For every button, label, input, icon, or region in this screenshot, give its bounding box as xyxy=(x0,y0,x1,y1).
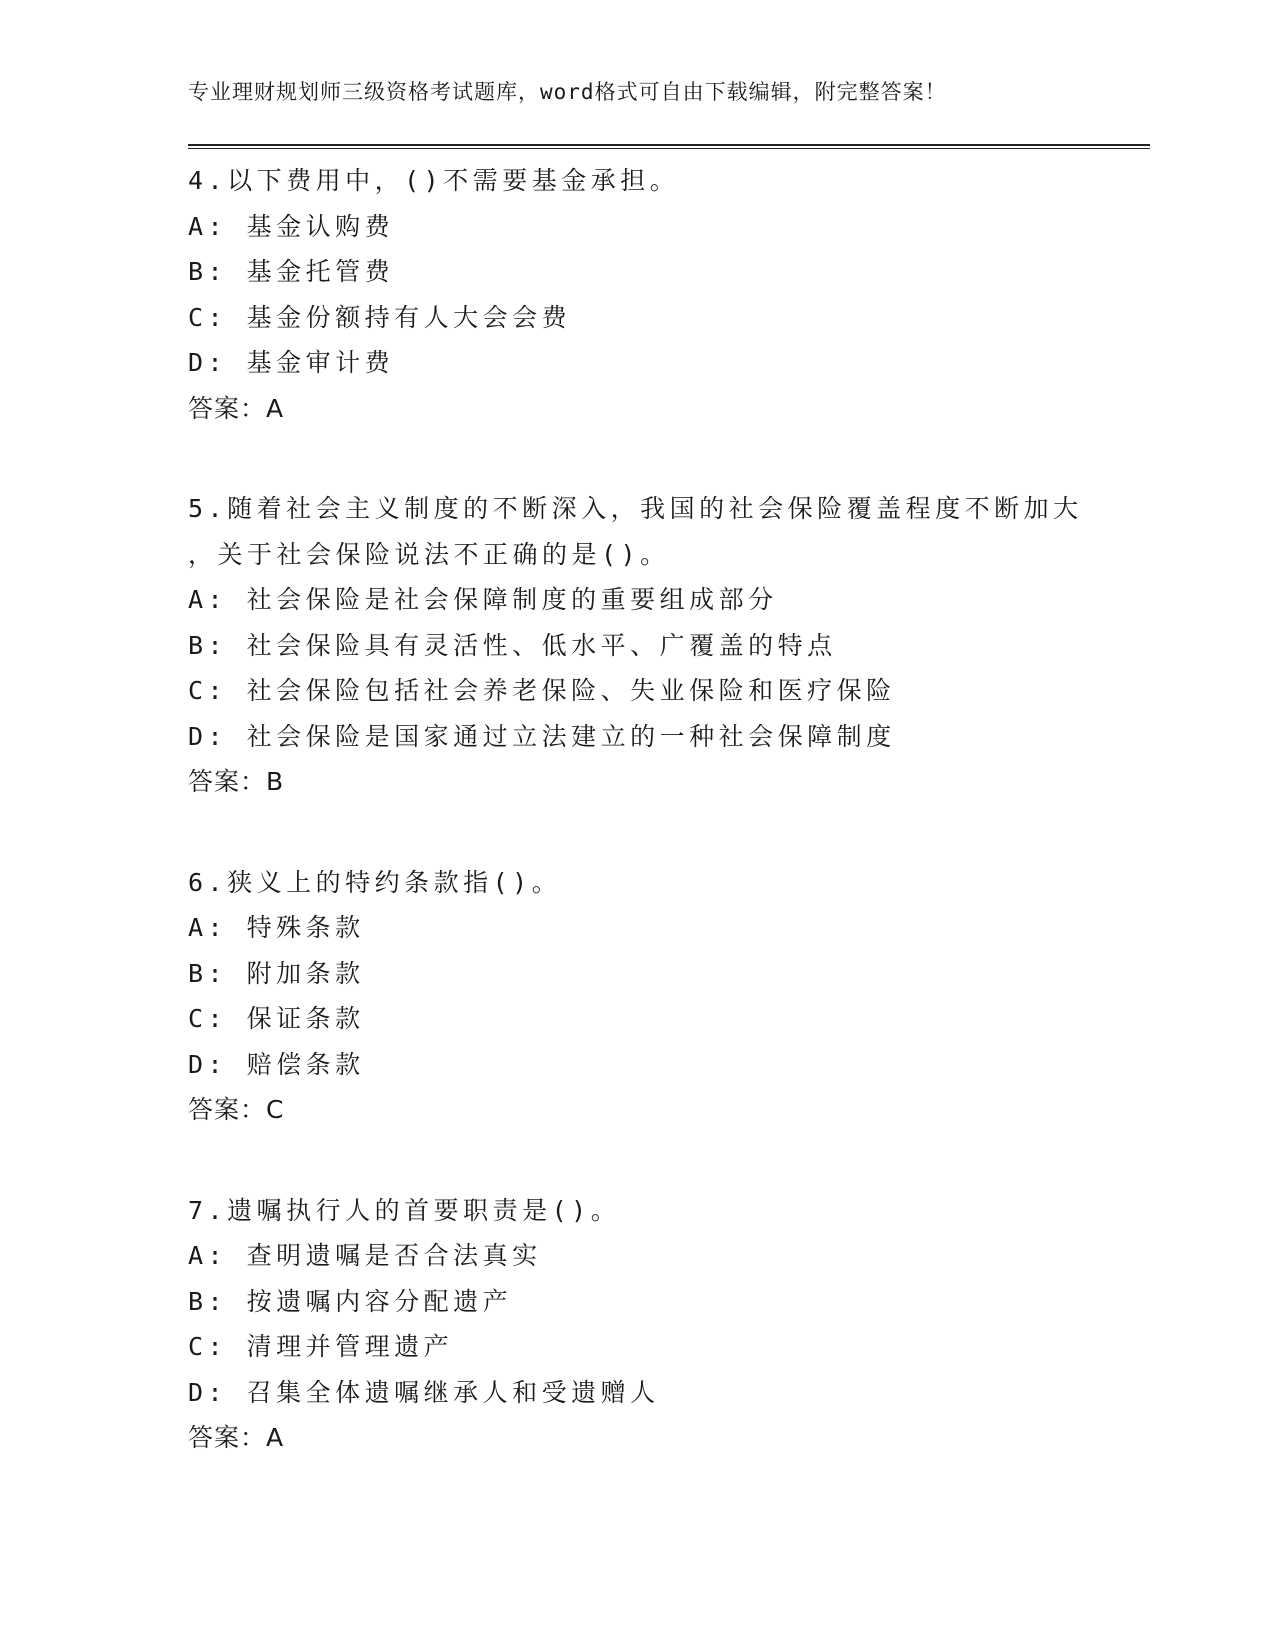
question-stem: 6.狭义上的特约条款指()。 xyxy=(188,867,562,897)
header-divider xyxy=(188,144,1150,149)
question-list xyxy=(188,158,1148,1461)
question-7 xyxy=(188,1188,1148,1461)
option-c: C: 保证条款 xyxy=(188,1004,365,1033)
question-5 xyxy=(188,486,1148,805)
question-6 xyxy=(188,860,1148,1133)
option-a: A: 特殊条款 xyxy=(188,913,365,942)
option-d: D: 社会保险是国家通过立法建立的一种社会保障制度 xyxy=(188,721,896,751)
option-c: C: 清理并管理遗产 xyxy=(188,1332,454,1361)
page-header: 专业理财规划师三级资格考试题库，word格式可自由下载编辑，附完整答案！ xyxy=(188,80,947,104)
option-b: B: 基金托管费 xyxy=(188,257,395,286)
answer-line: 答案：A xyxy=(188,393,285,423)
option-b: B: 按遗嘱内容分配遗产 xyxy=(188,1286,513,1316)
question-stem: 5.随着社会主义制度的不断深入，我国的社会保险覆盖程度不断加大 xyxy=(188,494,1083,523)
option-a: A: 查明遗嘱是否合法真实 xyxy=(188,1241,542,1270)
option-c: C: 基金份额持有人大会会费 xyxy=(188,302,572,332)
answer-line: 答案：C xyxy=(188,1095,285,1124)
answer-line: 答案：A xyxy=(188,1423,285,1452)
option-a: A: 基金认购费 xyxy=(188,211,395,241)
question-stem: 7.遗嘱执行人的首要职责是()。 xyxy=(188,1195,621,1225)
option-b: B: 附加条款 xyxy=(188,958,365,988)
answer-line: 答案：B xyxy=(188,767,285,796)
question-stem: 4.以下费用中，()不需要基金承担。 xyxy=(188,166,680,195)
option-d: D: 赔偿条款 xyxy=(188,1049,365,1079)
option-a: A: 社会保险是社会保障制度的重要组成部分 xyxy=(188,585,778,614)
option-b: B: 社会保险具有灵活性、低水平、广覆盖的特点 xyxy=(188,630,837,660)
question-4 xyxy=(188,158,1148,431)
question-stem-continued: ，关于社会保险说法不正确的是()。 xyxy=(188,539,670,569)
option-d: D: 召集全体遗嘱继承人和受遗赠人 xyxy=(188,1377,660,1407)
option-d: D: 基金审计费 xyxy=(188,348,395,377)
option-c: C: 社会保险包括社会养老保险、失业保险和医疗保险 xyxy=(188,676,896,705)
